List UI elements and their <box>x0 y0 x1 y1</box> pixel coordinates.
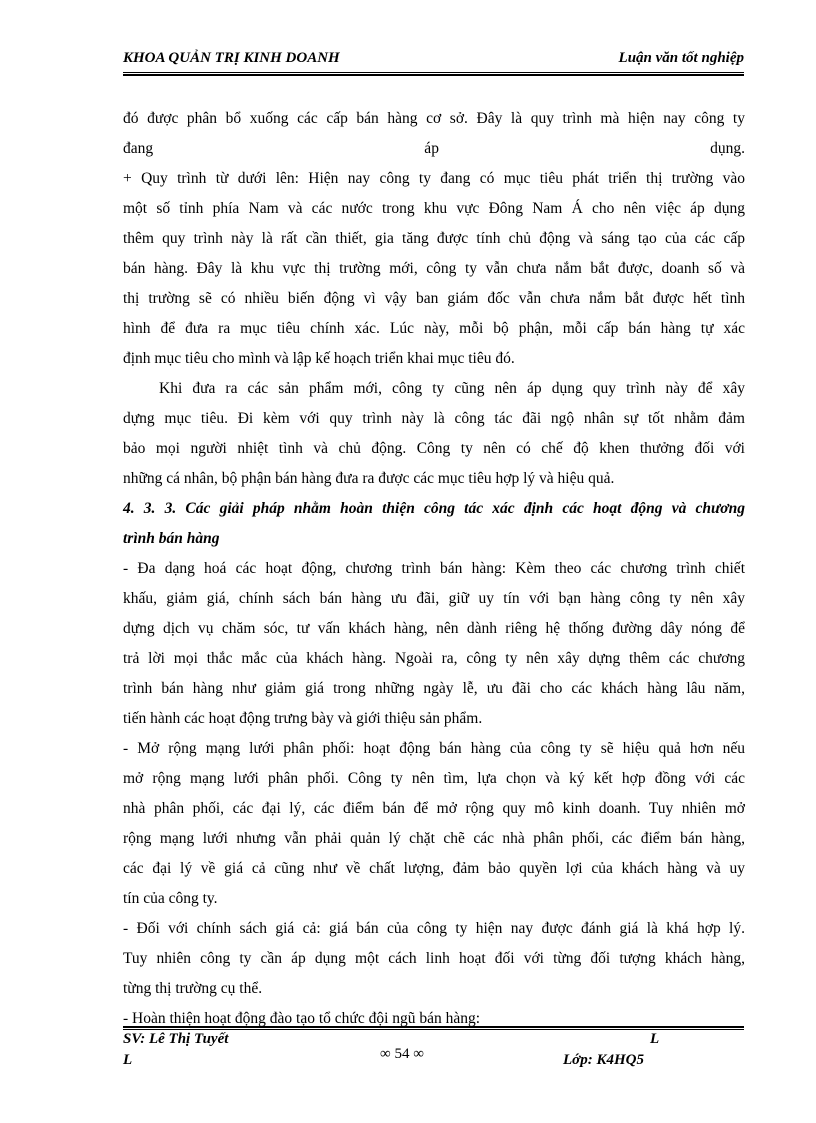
body-line: một số tỉnh phía Nam và các nước trong khu vực Đông Nam Á cho nên việc áp dụng <box>123 200 745 217</box>
body-line: từng thị trường cụ thể. <box>123 980 263 997</box>
body-line: dựng dịch vụ chăm sóc, tư vấn khách hàng, nên dành riêng hệ thống đường dây nóng để <box>123 620 745 637</box>
body-line: thêm quy trình này là rất cần thiết, gia tăng được tính chủ động và sáng tạo của các cấp <box>123 230 745 247</box>
body-text <box>123 104 745 1034</box>
body-line: - Đối với chính sách giá cả: giá bán của công ty hiện nay được đánh giá là khá hợp lý. <box>123 920 745 937</box>
header-rule-thick <box>123 74 744 76</box>
student-name: SV: Lê Thị Tuyết <box>123 1031 229 1047</box>
document-type: Luận văn tốt nghiệp <box>618 50 744 66</box>
class-code: Lớp: K4HQ5 <box>563 1052 644 1068</box>
page-number: ∞ 54 ∞ <box>380 1046 424 1062</box>
body-line: nhà phân phối, các đại lý, các điểm bán để mở rộng quy mô kinh doanh. Tuy nhiên mở <box>123 800 745 817</box>
body-line: trình bán hàng như giảm giá trong những ngày lễ, ưu đãi cho các khách hàng lâu năm, <box>123 680 745 697</box>
body-line: những cá nhân, bộ phận bán hàng đưa ra được các mục tiêu hợp lý và hiệu quả. <box>123 470 615 487</box>
body-line: - Mở rộng mạng lưới phân phối: hoạt động bán hàng của công ty sẽ hiệu quả hơn nếu <box>123 740 745 757</box>
student-name-extra: L <box>123 1052 133 1068</box>
body-line: Tuy nhiên công ty cần áp dụng một cách linh hoạt đối với từng đối tượng khách hàng, <box>123 950 745 967</box>
footer-rule-thick <box>123 1026 744 1028</box>
body-line: dựng mục tiêu. Đi kèm với quy trình này là công tác đãi ngộ nhân sự tốt nhằm đảm <box>123 410 745 427</box>
body-line: khấu, giảm giá, chính sách bán hàng ưu đãi, giữ uy tín với bạn hàng công ty nên xây <box>123 590 745 607</box>
footer-marker: L <box>650 1031 660 1047</box>
body-line: hình để đưa ra mục tiêu chính xác. Lúc này, mỗi bộ phận, mỗi cấp bán hàng tự xác <box>123 320 745 337</box>
body-line: đó được phân bổ xuống các cấp bán hàng cơ sở. Đây là quy trình mà hiện nay công ty <box>123 110 745 127</box>
body-line: - Đa dạng hoá các hoạt động, chương trình bán hàng: Kèm theo các chương trình chiết <box>123 560 745 577</box>
section-heading: trình bán hàng <box>123 530 220 547</box>
body-line: các đại lý về giá cả cũng như về chất lượng, đảm bảo quyền lợi của khách hàng và uy <box>123 860 745 877</box>
body-line: tiến hành các hoạt động trưng bày và giới thiệu sản phẩm. <box>123 710 483 727</box>
header-rule <box>123 72 744 73</box>
body-line: Khi đưa ra các sản phẩm mới, công ty cũng nên áp dụng quy trình này để xây <box>159 380 745 397</box>
body-line: thị trường sẽ có nhiều biến động vì vậy ban giám đốc vẫn chưa nắm bắt được hết tình <box>123 290 745 307</box>
section-heading: 4. 3. 3. Các giải pháp nhằm hoàn thiện công tác xác định các hoạt động và chương <box>123 500 745 517</box>
page-header <box>123 48 744 72</box>
footer-rule <box>123 1029 744 1030</box>
body-line: mở rộng mạng lưới phân phối. Công ty nên tìm, lựa chọn và ký kết hợp đồng với các <box>123 770 745 787</box>
body-line: - Hoàn thiện hoạt động đào tạo tổ chức đội ngũ bán hàng: <box>123 1010 481 1027</box>
body-line: đang áp dụng. <box>123 140 745 157</box>
body-line: rộng mạng lưới nhưng vẫn phải quản lý chặt chẽ các nhà phân phối, các điểm bán hàng, <box>123 830 745 847</box>
body-line: bán hàng. Đây là khu vực thị trường mới, công ty vẫn chưa nắm bắt được, doanh số và <box>123 260 745 277</box>
body-line: tín của công ty. <box>123 890 218 907</box>
body-line: bảo mọi người nhiệt tình và chủ động. Công ty nên có chế độ khen thưởng đối với <box>123 440 745 457</box>
body-line: + Quy trình từ dưới lên: Hiện nay công ty đang có mục tiêu phát triển thị trường vào <box>123 170 745 187</box>
body-line: trả lời mọi thắc mắc của khách hàng. Ngoài ra, công ty nên xây dựng thêm các chương <box>123 650 745 667</box>
faculty-name: KHOA QUẢN TRỊ KINH DOANH <box>123 50 340 66</box>
body-line: định mục tiêu cho mình và lập kế hoạch triển khai mục tiêu đó. <box>123 350 515 367</box>
